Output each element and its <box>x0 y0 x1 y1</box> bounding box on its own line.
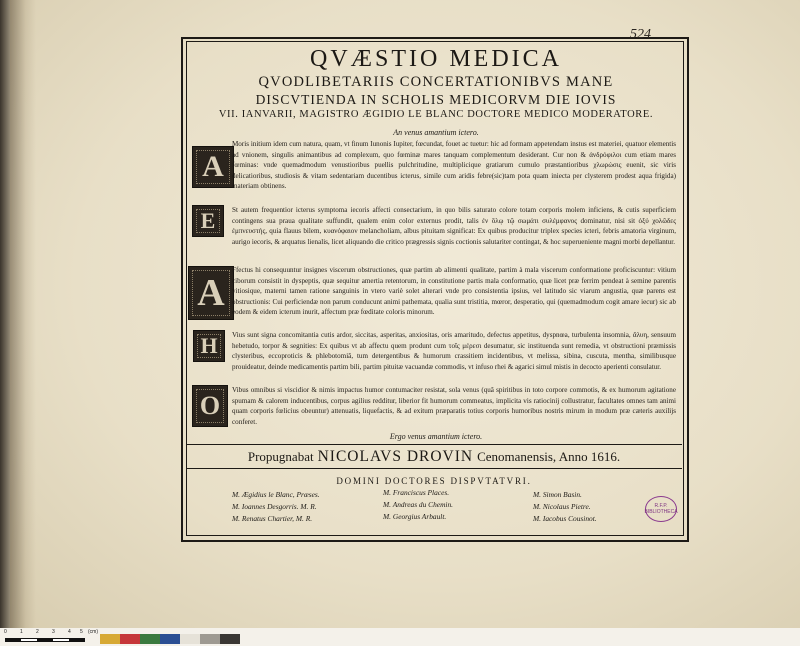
color-patch <box>180 634 200 644</box>
defender-prefix: Propugnabat <box>247 449 314 464</box>
page-number: 524 <box>630 27 651 42</box>
decorated-initial-5: O <box>192 385 228 427</box>
divider-rule-top <box>186 444 682 445</box>
paragraph-1: Moris initium idem cum natura, quam, vt finum Iunonis Iupiter, fœcundat, fouet ac tuetur: hic ad formam appetendam instus est materiei, quatuor elementis ad vnionem, singulis animantibus ad complexum, quo fœminæ mares tanquam complementum desiderant. Cur non & ἀνδρόφιλοι cum etiam mares fœminas: vnde quemadmodum venustioribus puellis pulchritudine, multiplicique gratiarum cumulo præstantioribus χλωρώσις euenit, sic viris delicatioribus, studiosis & vitam sedentariam ducentibus icterus, simile cum aridis febre(sic)tam pota quam iniecta per clysterem prodest aqua frigida) materiam obtinens. <box>232 140 676 191</box>
scale-label: (cm) <box>88 629 98 635</box>
subtitle-line-1: QVODLIBETARIIS CONCERTATIONIBVS MANE <box>258 74 614 90</box>
color-patch <box>200 634 220 644</box>
decorated-initial-1: A <box>192 146 234 188</box>
scan-scale-bar <box>0 628 800 646</box>
title: QVÆSTIO MEDICA <box>310 46 562 72</box>
doctor-entry: M. Renatus Chartier, M. R. <box>232 514 313 523</box>
doctor-entry: M. Nicolaus Pietre. <box>533 502 591 511</box>
question-line: An venus amantium ictero. <box>393 128 479 137</box>
doctor-entry: M. Iacobus Cousinot. <box>533 514 597 523</box>
paragraph-3: Ffectus hi consequuntur insignes viscerum obstructiones, quæ partim ab alimenti qualitate, partim à mala viscerum conformatione proficiscuntur: vitium ciborum consistit in dyspeptis, quæ sequitur amertia retentorum, in constitutione partis mala conformatio, quæ licet præ ferrim pendeat à semine parentis vitiosique, materni tamen ratione sanguinis in vtero variè solet alterari vnde pro consistentia ipsius, vel latitudo sic viarum angustia, quæ parens est obstructionis: Cui perficiendæ non parum conducunt animi pathemata, qualia sunt tristitia, mœror, desperatio, qui (quemadmodum cogit amare iecur) sic ab eodem & eidem icterum inurit, affectum præ fœditate coloris minorum. <box>232 266 676 317</box>
paragraph-4: Vius sunt signa concomitantia cutis ardor, siccitas, asperitas, anxiositas, oris amaritudo, defectus appetitus, dyspnœa, turbulenta insomnia, ἄλυη, sensuum hebetudo, torpor & segnities: Ex quibus vt ab affectu quem produnt cum τοῖς μέρεσι desumatur, sic instituenda sunt remedia, vt obstructioni præmissis clysteribus, eccoproticis & phlebotomiâ, tum detergentibus & humorum crassitiem incidentibus, vt melissa, sibina, cuscuta, mentha, similibusque prouideatur, deinde medicamentis partim bili, partim pituitæ vacuandæ commodis, vt infuso rhei & agarici simul mistis in decocto aperienti consulatur. <box>232 331 676 371</box>
library-stamp <box>645 496 677 522</box>
subtitle-line-3: VII. IANVARII, MAGISTRO ÆGIDIO LE BLANC DOCTORE MEDICO MODERATORE. <box>218 109 654 120</box>
color-patch <box>100 634 120 644</box>
stamp-text-2: BIBLIOTHECA <box>644 509 678 515</box>
doctor-entry: M. Ioannes Desgorris. M. R. <box>232 502 317 511</box>
color-patch <box>160 634 180 644</box>
scale-label: 5 <box>80 629 83 635</box>
binding-gutter-shadow <box>10 0 36 628</box>
doctors-heading: DOMINI DOCTORES DISPVTATVRI. <box>336 476 532 486</box>
doctor-entry: M. Ægidius le Blanc, Præses. <box>232 490 320 499</box>
scale-label: 0 <box>4 629 7 635</box>
stamp-text-1: R.F.P. <box>654 503 668 509</box>
scale-label: 2 <box>36 629 39 635</box>
color-patch <box>120 634 140 644</box>
scale-label: 3 <box>52 629 55 635</box>
paragraph-2: St autem frequentior icterus symptoma iecoris affecti consectarium, in quo bilis saturato colore totam corporis molem inficiens, & cutis superficiem contingens sua praua qualitate suffundit, qualem enim color externus prodit, talis ἐν ὅλῳ τῷ σωμάτι συλέμφανος dominatur, nisi sit ὀξύ χολῶδες ἐμπνευστής, quia flauus bilem, κυανόφαιον melancholiam, albus pituitam significat: Ex quibus producitur triplex species icteri, febris amatoria virginum, aurigo iecoris, & arquatus lienalis, licet aliquando die critico prægressis signis coctionis salutariter contingat, & hoc superueniente magni morbi depellantur. <box>232 206 676 246</box>
doctor-entry: M. Andreas du Chemin. <box>383 500 454 509</box>
decorated-initial-3: A <box>188 266 234 320</box>
doctor-entry: M. Georgius Arbault. <box>383 512 447 521</box>
conclusion-line: Ergo venus amantium ictero. <box>389 432 483 441</box>
color-patch <box>220 634 240 644</box>
defender-line <box>186 448 682 466</box>
color-patch <box>140 634 160 644</box>
doctor-entry: M. Franciscus Places. <box>383 488 450 497</box>
doctor-entry: M. Simon Basin. <box>533 490 582 499</box>
defender-name: NICOLAVS DROVIN <box>317 448 474 465</box>
paragraph-5: Vibus omnibus si viscidior & nimis impactus humor contumaciter resistat, sola venus (quâ spiritibus in toto corpore commotis, & ex humorum agitatione spumam & calorem inducentibus, corpus agilius redditur, liberior fit humorum commeatus, implicita vis ratiocinij collustratur, facultates omnes tam animi quam corporis fœlicius obeuntur) attenuatis, liquefactis, & ad exitum præparatis totius corporis humoribus nostris mirum in modum præ cæteris auxilijs conferet. <box>232 386 676 426</box>
divider-rule-bottom <box>186 468 682 469</box>
scale-label: 4 <box>68 629 71 635</box>
defender-suffix: Cenomanensis, Anno 1616. <box>477 449 621 464</box>
scale-label: 1 <box>20 629 23 635</box>
subtitle-line-2: DISCVTIENDA IN SCHOLIS MEDICORVM DIE IOVIS <box>255 92 617 107</box>
scale-ruler <box>5 638 85 642</box>
decorated-initial-2: E <box>192 205 224 237</box>
decorated-initial-4: H <box>193 330 225 362</box>
